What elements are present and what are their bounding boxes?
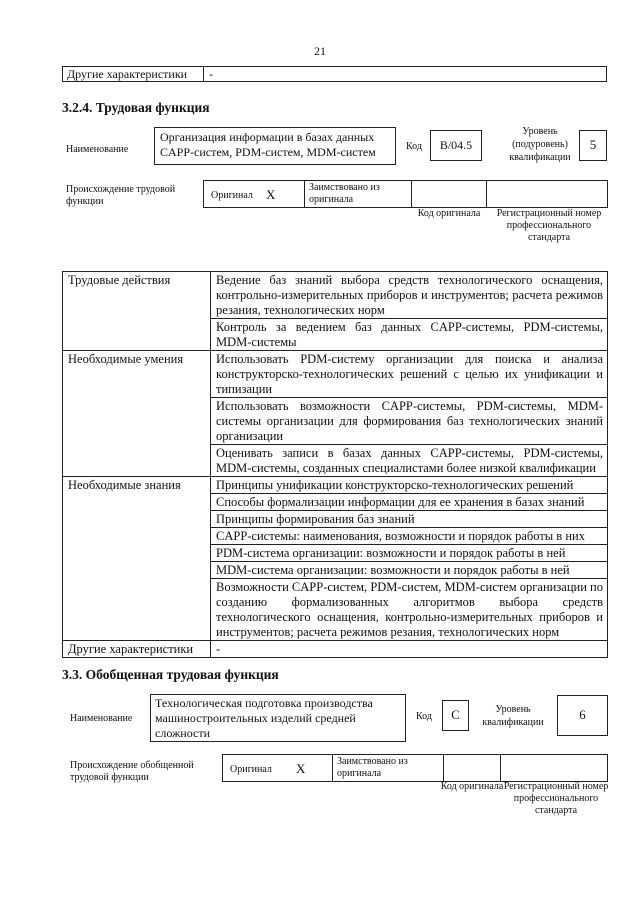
s33-origin-div3 [500,754,501,782]
s324-origin-div2 [411,180,412,208]
other-value: - [211,641,608,658]
s324-code-value: B/04.5 [439,138,473,152]
labor-function-table [62,271,608,658]
section-33-heading: 3.3. Обобщенная трудовая функция [62,667,279,682]
s33-origin-div2 [443,754,444,782]
top-other-value: - [209,67,213,81]
skill-item: Оценивать записи в базах данных CAPP-системы, PDM-системы, MDM-системы, созданных специалистами более низкой квалификации [211,445,608,477]
page-number: 21 [314,44,326,58]
skills-label: Необходимые умения [63,351,211,477]
action-item: Контроль за ведением баз данных CAPP-системы, PDM-системы, MDM-системы [211,319,608,351]
s324-name-label: Наименование [66,144,129,155]
s33-original-mark: X [296,761,306,776]
knowledge-item: Возможности CAPP-систем, PDM-систем, MDM-систем организации по созданию формализованных алгоритмов выбора средств технологического оснащения, контрольно-измерительных приборов и инструментов; расчета режимов резания, технологических норм [211,579,608,641]
s33-original-label: Оригинал [230,764,272,775]
knowledge-item: Способы формализации информации для ее хранения в базах знаний [211,494,608,511]
s33-name-label: Наименование [70,713,133,724]
s33-level-label: Уровень квалификации [482,704,544,728]
s324-origin-div1 [304,180,305,208]
skill-item: Использовать возможности CAPP-системы, PDM-системы, MDM-системы организации для формирования баз технологических знаний организации [211,398,608,445]
s324-borrowed-label: Заимствовано из оригинала [309,182,380,205]
actions-label: Трудовые действия [63,272,211,351]
knowledge-label: Необходимые знания [63,477,211,641]
knowledge-item: Принципы формирования баз знаний [211,511,608,528]
s324-origin-label: Происхождение трудовой функции [66,184,176,207]
top-other-divider [203,66,204,82]
knowledge-item: Принципы унификации конструкторско-технологических решений [211,477,608,494]
s33-code-label: Код [416,711,432,722]
table-row [63,641,608,658]
s33-reg-number-label: Регистрационный номер профессионального стандарта [503,781,609,816]
table-row [63,351,608,398]
other-label: Другие характеристики [63,641,211,658]
s33-level-value: 6 [579,707,586,722]
knowledge-item: CAPP-системы: наименования, возможности и порядок работы в них [211,528,608,545]
table-row [63,272,608,319]
s33-origin-label: Происхождение обобщенной трудовой функции [70,760,194,783]
s324-level-label: Уровень (подуровень) квалификации [509,126,571,163]
s324-original-label: Оригинал [211,190,253,201]
s33-borrowed-label: Заимствовано из оригинала [337,756,408,779]
table-row [63,477,608,494]
knowledge-item: PDM-система организации: возможности и порядок работы в ней [211,545,608,562]
s33-name-value: Технологическая подготовка производства машиностроительных изделий средней сложности [155,696,373,740]
s33-code-orig-label: Код оригинала [440,781,504,792]
skill-item: Использовать PDM-систему организации для поиска и анализа конструкторско-технологических решений с целью их унификации и типизации [211,351,608,398]
s324-code-label: Код [406,141,422,152]
top-other-label: Другие характеристики [67,67,188,81]
s324-code-orig-label: Код оригинала [417,208,481,219]
section-324-heading: 3.2.4. Трудовая функция [62,100,210,115]
s324-original-mark: X [266,187,276,202]
knowledge-item: MDM-система организации: возможности и порядок работы в ней [211,562,608,579]
s33-origin-div1 [332,754,333,782]
s324-name-value: Организация информации в базах данных CAPP-систем, PDM-систем, MDM-систем [160,130,376,159]
s324-origin-div3 [486,180,487,208]
action-item: Ведение баз знаний выбора средств технологического оснащения, контрольно-измерительных приборов и инструментов; расчета режимов резания, технологических норм [211,272,608,319]
s324-reg-number-label: Регистрационный номер профессионального стандарта [496,208,602,243]
s33-code-value: C [451,707,460,722]
s324-level-value: 5 [589,137,597,152]
